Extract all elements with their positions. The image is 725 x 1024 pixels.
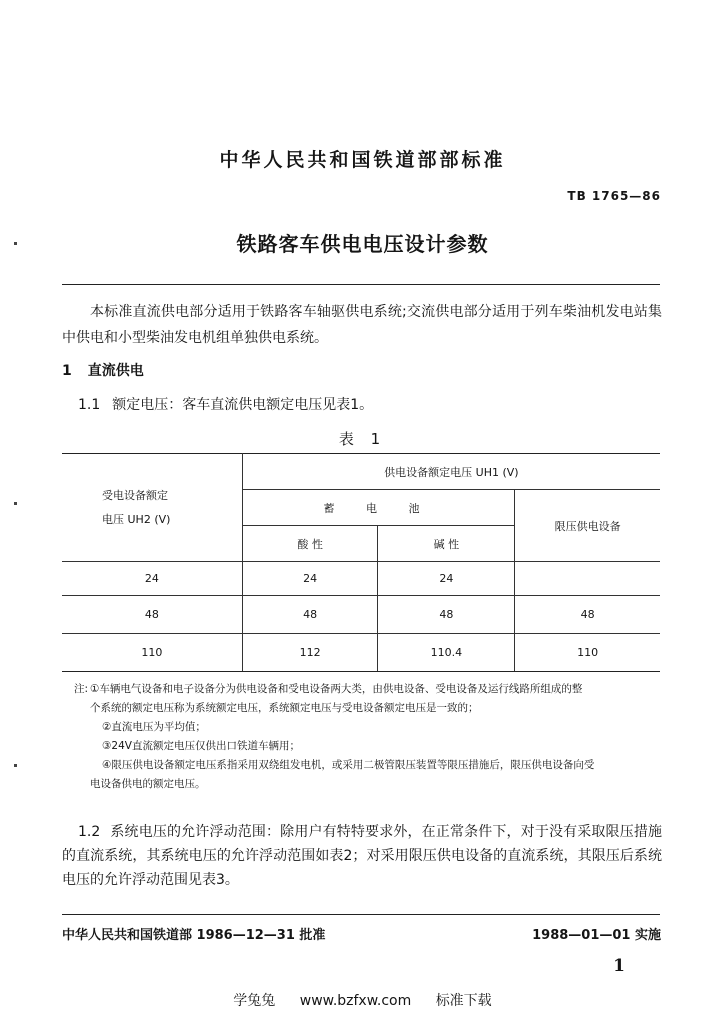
clause-1-1-number: 1.1 — [78, 397, 101, 413]
notes-label: 注: — [74, 683, 89, 695]
site-tagline: 标准下载 — [435, 993, 492, 1009]
limiter-cell: 110 — [515, 634, 660, 672]
table-caption: 表 1 — [338, 430, 387, 448]
load-voltage-cell: 110 — [62, 634, 242, 672]
load-voltage-header-line1: 受电设备额定 — [102, 488, 168, 502]
implementation-date: 1988—01—01 实施 — [532, 928, 661, 943]
clause-1-2-text: 系统电压的允许浮动范围：除用户有特特要求外，在正常条件下，对于没有采取限压措施的直流系统，其系统电压的允许浮动范围如表2；对采用限压供电设备的直流系统，其限压后系统电压的允许浮动范围见表3。 — [62, 824, 662, 888]
battery-header: 蓄 电 池 — [242, 490, 515, 526]
clause-1-1-text: 额定电压：客车直流供电额定电压见表1。 — [112, 397, 374, 413]
issuing-organization: 中华人民共和国铁道部部标准 — [219, 149, 506, 171]
acid-cell: 112 — [242, 634, 378, 672]
note-4-line-2: 电设备供电的额定电压。 — [90, 778, 206, 790]
section-1-number: 1 — [62, 363, 72, 379]
footer-divider — [62, 914, 660, 915]
document-title: 铁路客车供电电压设计参数 — [236, 232, 489, 256]
clause-1-1 — [78, 394, 373, 414]
alkali-header: 碱 性 — [378, 526, 515, 562]
section-1-title: 直流供电 — [87, 363, 144, 379]
site-name: 学兔兔 — [233, 993, 276, 1009]
section-1-heading — [62, 360, 160, 380]
voltage-table — [62, 453, 660, 672]
load-voltage-header-line2: 电压 UH2 (V) — [102, 512, 171, 526]
intro-paragraph: 本标准直流供电部分适用于铁路客车轴驱供电系统;交流供电部分适用于列车柴油机发电站集中供电和小型柴油发电机组单独供电系统。 — [62, 304, 662, 346]
load-voltage-cell: 48 — [62, 596, 242, 634]
load-voltage-cell: 24 — [62, 562, 242, 596]
table-notes — [74, 680, 670, 794]
clause-1-2-number: 1.2 — [78, 824, 101, 840]
alkali-cell: 48 — [378, 596, 515, 634]
site-url[interactable]: www.bzfxw.com — [299, 993, 412, 1009]
note-1-line-1: ①车辆电气设备和电子设备分为供电设备和受电设备两大类，由供电设备、受电设备及运行线路所组成的整 — [90, 683, 583, 695]
acid-cell: 24 — [242, 562, 378, 596]
standard-number: TB 1765—86 — [567, 189, 661, 203]
scan-speck — [14, 764, 17, 767]
acid-cell: 48 — [242, 596, 378, 634]
table-row — [62, 596, 660, 634]
acid-header: 酸 性 — [242, 526, 378, 562]
alkali-cell: 110.4 — [378, 634, 515, 672]
page-number: 1 — [613, 956, 625, 976]
scan-speck — [14, 242, 17, 245]
title-divider — [62, 284, 660, 285]
alkali-cell: 24 — [378, 562, 515, 596]
load-voltage-header — [62, 454, 242, 562]
limiter-cell: 48 — [515, 596, 660, 634]
table-row — [62, 634, 660, 672]
watermark-footer — [0, 990, 725, 1010]
limiter-header: 限压供电设备 — [515, 490, 660, 562]
note-2: ②直流电压为平均值； — [102, 721, 206, 733]
approval-line: 中华人民共和国铁道部 1986—12—31 批准 — [62, 928, 326, 943]
table-row — [62, 562, 660, 596]
clause-1-2 — [62, 820, 662, 892]
note-1-line-2: 个系统的额定电压称为系统额定电压，系统额定电压与受电设备额定电压是一致的； — [90, 702, 479, 714]
limiter-cell — [515, 562, 660, 596]
scan-speck — [14, 502, 17, 505]
supply-voltage-header: 供电设备额定电压 UH1 (V) — [242, 454, 660, 490]
note-4-line-1: ④限压供电设备额定电压系指采用双绕组发电机，或采用二极管限压装置等限压措施后，限压供电设备向受 — [102, 759, 595, 771]
note-3: ③24V直流额定电压仅供出口铁道车辆用； — [102, 740, 300, 752]
